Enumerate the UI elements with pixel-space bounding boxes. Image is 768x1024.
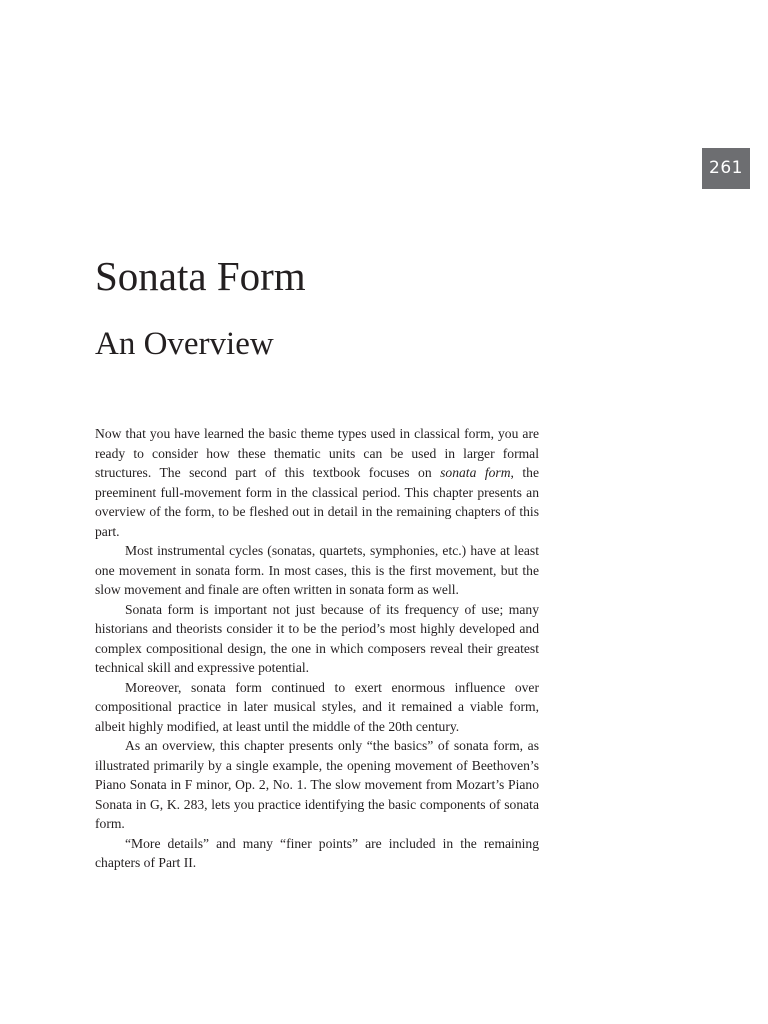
paragraph-3: Sonata form is important not just because of its frequency of use; many historians and theorists consider it to be the period’s most highly developed and complex compositional design, the one in which composers reveal their greatest technical skill and expressive potential. (95, 601, 539, 675)
chapter-title: Sonata Form (95, 253, 306, 299)
paragraph-1-text-end: , the preeminent full-movement form in the classical period. This chapter presents an overview of the form, to be fleshed out in detail in the remaining chapters of this part. (95, 465, 539, 539)
paragraph-4: Moreover, sonata form continued to exert enormous influence over compositional practice in later musical styles, and it remained a viable form, albeit highly modified, at least until the middle of the 20th century. (95, 679, 539, 734)
sonata-form-term: sonata form (440, 465, 511, 480)
chapter-subtitle: An Overview (95, 326, 274, 362)
paragraph-1 (95, 424, 539, 541)
paragraph-6: “More details” and many “finer points” are included in the remaining chapters of Part II. (95, 835, 539, 870)
paragraph-2: Most instrumental cycles (sonatas, quartets, symphonies, etc.) have at least one movement in sonata form. In most cases, this is the first movement, but the slow movement and finale are often written in sonata form as well. (95, 543, 539, 597)
body-text (95, 424, 539, 873)
page-number-badge: 261 (702, 148, 750, 189)
paragraph-5: As an overview, this chapter presents only “the basics” of sonata form, as illustrated primarily by a single example, the opening movement of Beethoven’s Piano Sonata in F minor, Op. 2, No. 1. The slow movement from Mozart’s Piano Sonata in G, K. 283, lets you practice identifying the basic components of sonata form. (95, 738, 539, 831)
paragraph-1-text-start: Now that you have learned the basic theme types used in classical form, you are ready to consider how these thematic units can be used in larger formal structures. The second part of this textbook focuses on (95, 426, 539, 480)
